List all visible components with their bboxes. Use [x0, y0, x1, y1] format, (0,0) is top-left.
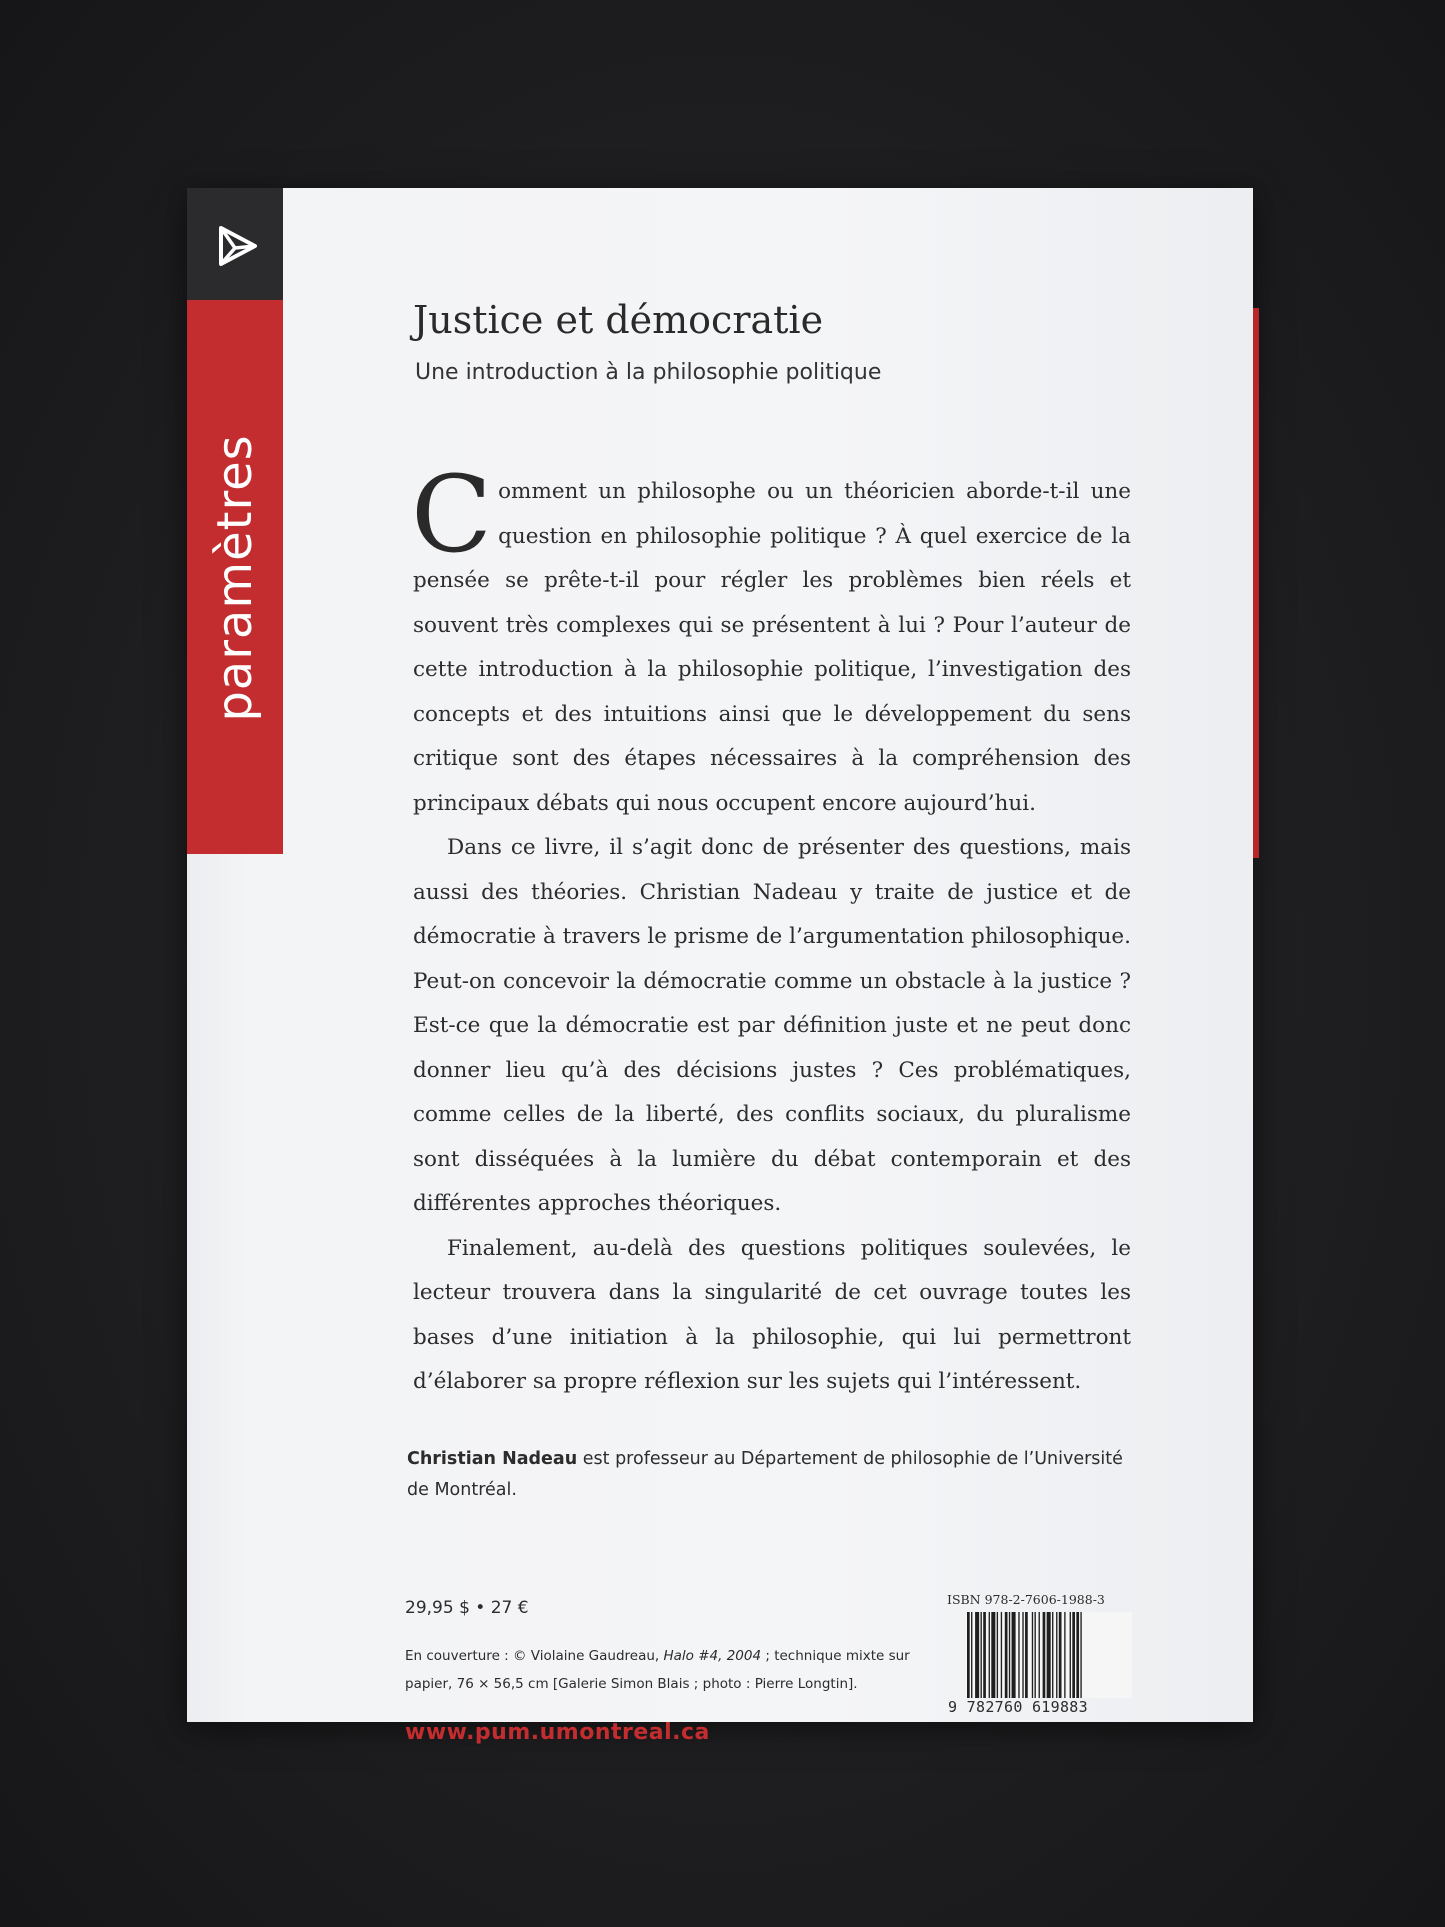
book-title: Justice et démocratie: [413, 298, 824, 342]
barcode-bar: [1022, 1612, 1023, 1698]
barcode-bar: [1005, 1612, 1008, 1698]
drop-cap: C: [411, 453, 493, 576]
series-band: [187, 300, 283, 854]
series-logo-band: [187, 188, 283, 300]
barcode-bar: [1035, 1612, 1036, 1698]
barcode-bar: [1076, 1612, 1079, 1698]
barcode-bar: [1009, 1612, 1010, 1698]
barcode: [966, 1612, 1132, 1698]
barcode-bar: [981, 1612, 982, 1698]
barcode-bar: [1018, 1612, 1019, 1698]
barcode-bar: [1064, 1612, 1065, 1698]
edge-stripe: [1253, 308, 1259, 858]
credit-work: Halo #4, 2004: [663, 1648, 762, 1664]
barcode-bar: [1001, 1612, 1002, 1698]
barcode-bar: [983, 1612, 986, 1698]
barcode-bar: [1072, 1612, 1075, 1698]
blurb-paragraph-3: Finalement, au-delà des questions politiques soulevées, le lecteur trouvera dans la singularité de cet ouvrage toutes les bases d’une initiation à la philosophie, qui lui permettront d’élaborer sa propre réflexion sur les sujets qui l’intéressent.: [413, 1235, 1131, 1394]
series-name: paramètres: [207, 434, 263, 722]
author-bio: [407, 1444, 1131, 1506]
barcode-bar: [975, 1612, 979, 1698]
price: 29,95 $ • 27 €: [405, 1598, 529, 1618]
author-name: Christian Nadeau: [407, 1449, 578, 1469]
barcode-bar: [971, 1612, 972, 1698]
book-back-cover: [187, 188, 1253, 1745]
blurb-text-1: omment un philosophe ou un théoricien aborde-t-il une question en philosophie politique ? À quel exercice de la pensée se prête-t-il pour régler les problèmes bien réels et souvent très complexes qui se présentent à lui ? Pour l’auteur de cette introduction à la philosophie politique, l’investigation des concepts et des intuitions ainsi que le développement du sens critique sont des étapes nécessaires à la compréhension des principaux débats qui nous occupent encore aujourd’hui.: [413, 479, 1131, 816]
blurb-paragraph-1: [411, 453, 1131, 826]
publisher-url[interactable]: www.pum.umontreal.ca: [405, 1720, 710, 1745]
barcode-bar: [1043, 1612, 1046, 1698]
barcode-bar: [997, 1612, 998, 1698]
barcode-bar: [1056, 1612, 1057, 1698]
blurb-paragraph-2: Dans ce livre, il s’agit donc de présenter des questions, mais aussi des théories. Christian Nadeau y traite de justice et de démocratie à travers le prisme de l’argumentation philosophique. Peut-on concevoir la démocratie comme un obstacle à la justice ? Est-ce que la démocratie est par définition juste et ne peut donc donner lieu qu’à des décisions justes ? Ces problématiques, comme celles de la liberté, des conflits sociaux, du pluralisme sont disséquées à la lumière du débat contemporain et des différentes approches théoriques.: [413, 835, 1131, 1216]
barcode-bar: [1070, 1612, 1071, 1698]
barcode-bar: [1032, 1612, 1033, 1698]
barcode-bar: [1080, 1612, 1081, 1698]
barcode-digits: 9 782760 619883: [948, 1698, 1088, 1716]
barcode-bar: [1047, 1612, 1051, 1698]
barcode-bar: [1052, 1612, 1053, 1698]
blurb: [411, 453, 1131, 1405]
barcode-bar: [1025, 1612, 1028, 1698]
barcode-bar: [989, 1612, 990, 1698]
credit-prefix: En couverture : © Violaine Gaudreau,: [405, 1648, 664, 1664]
triangle-arrow-logo-icon: [217, 224, 259, 268]
barcode-bar: [1012, 1612, 1016, 1698]
barcode-bar: [1039, 1612, 1040, 1698]
author-bio-text: est professeur au Département de philosophie de l’Université de Montréal.: [407, 1449, 1123, 1500]
cover-credit: [405, 1642, 915, 1698]
barcode-bar: [967, 1612, 970, 1698]
barcode-bar: [1059, 1612, 1062, 1698]
isbn: ISBN 978-2-7606-1988-3: [947, 1592, 1105, 1607]
credit-suffix: ; technique mixte sur papier, 76 × 56,5 cm [Galerie Simon Blais ; photo : Pierre Longtin].: [405, 1648, 910, 1692]
book-subtitle: Une introduction à la philosophie politique: [415, 360, 882, 385]
barcode-bar: [991, 1612, 995, 1698]
